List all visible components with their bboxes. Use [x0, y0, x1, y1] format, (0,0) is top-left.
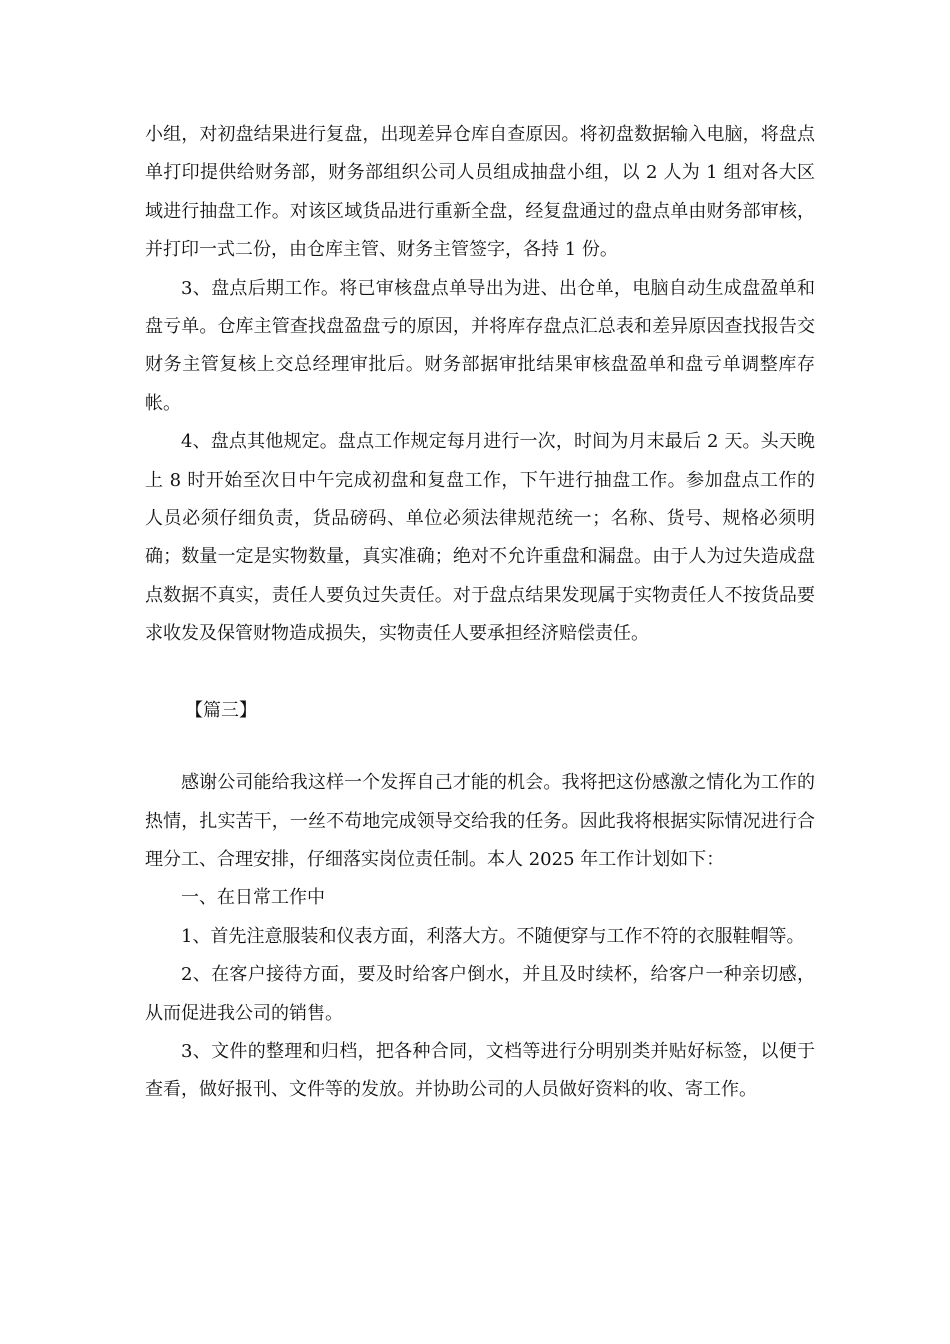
- paragraph-inventory-review: 小组，对初盘结果进行复盘，出现差异仓库自查原因。将初盘数据输入电脑，将盘点单打印提供给财务部，财务部组织公司人员组成抽盘小组，以 2 人为 1 组对各大区域进行抽盘工作。对该区域货品进行重新全盘，经复盘通过的盘点单由财务部审核，并打印一式二份，由仓库主管、财务主管签字，各持 1 份。: [145, 124, 815, 261]
- paragraph-other-rules: 4、盘点其他规定。盘点工作规定每月进行一次，时间为月末最后 2 天。头天晚上 8 时开始至次日中午完成初盘和复盘工作，下午进行抽盘工作。参加盘点工作的人员必须仔细负责，货品磅码、单位必须法律规范统一；名称、货号、规格必须明确；数量一定是实物数量，真实准确；绝对不允许重盘和漏盘。由于人为过失造成盘点数据不真实，责任人要负过失责任。对于盘点结果发现属于实物责任人不按货品要求收发及保管财物造成损失，实物责任人要承担经济赔偿责任。: [145, 431, 815, 645]
- section-spacer: [145, 654, 815, 692]
- paragraph-intro: 感谢公司能给我这样一个发挥自己才能的机会。我将把这份感激之情化为工作的热情，扎实苦干，一丝不苟地完成领导交给我的任务。因此我将根据实际情况进行合理分工、合理安排，仔细落实岗位责任制。本人 2025 年工作计划如下：: [145, 772, 815, 870]
- list-item-filing: 3、文件的整理和归档，把各种合同，文档等进行分明别类并贴好标签，以便于查看，做好报刊、文件等的发放。并协助公司的人员做好资料的收、寄工作。: [145, 1040, 815, 1101]
- paragraph-post-inventory-work: 3、盘点后期工作。将已审核盘点单导出为进、出仓单，电脑自动生成盘盈单和盘亏单。仓库主管查找盘盈盘亏的原因，并将库存盘点汇总表和差异原因查找报告交财务主管复核上交总经理审批后。财务部据审批结果审核盘盈单和盘亏单调整库存帐。: [145, 277, 815, 414]
- list-item-appearance: 1、首先注意服装和仪表方面，利落大方。不随便穿与工作不符的衣服鞋帽等。: [181, 925, 805, 947]
- section-heading: 【篇三】: [185, 699, 257, 721]
- list-item-reception: 2、在客户接待方面，要及时给客户倒水，并且及时续杯，给客户一种亲切感，从而促进我公司的销售。: [145, 964, 815, 1024]
- document-page: [145, 116, 815, 1110]
- section-spacer: [145, 730, 815, 764]
- subheading-daily-work: 一、在日常工作中: [181, 887, 325, 909]
